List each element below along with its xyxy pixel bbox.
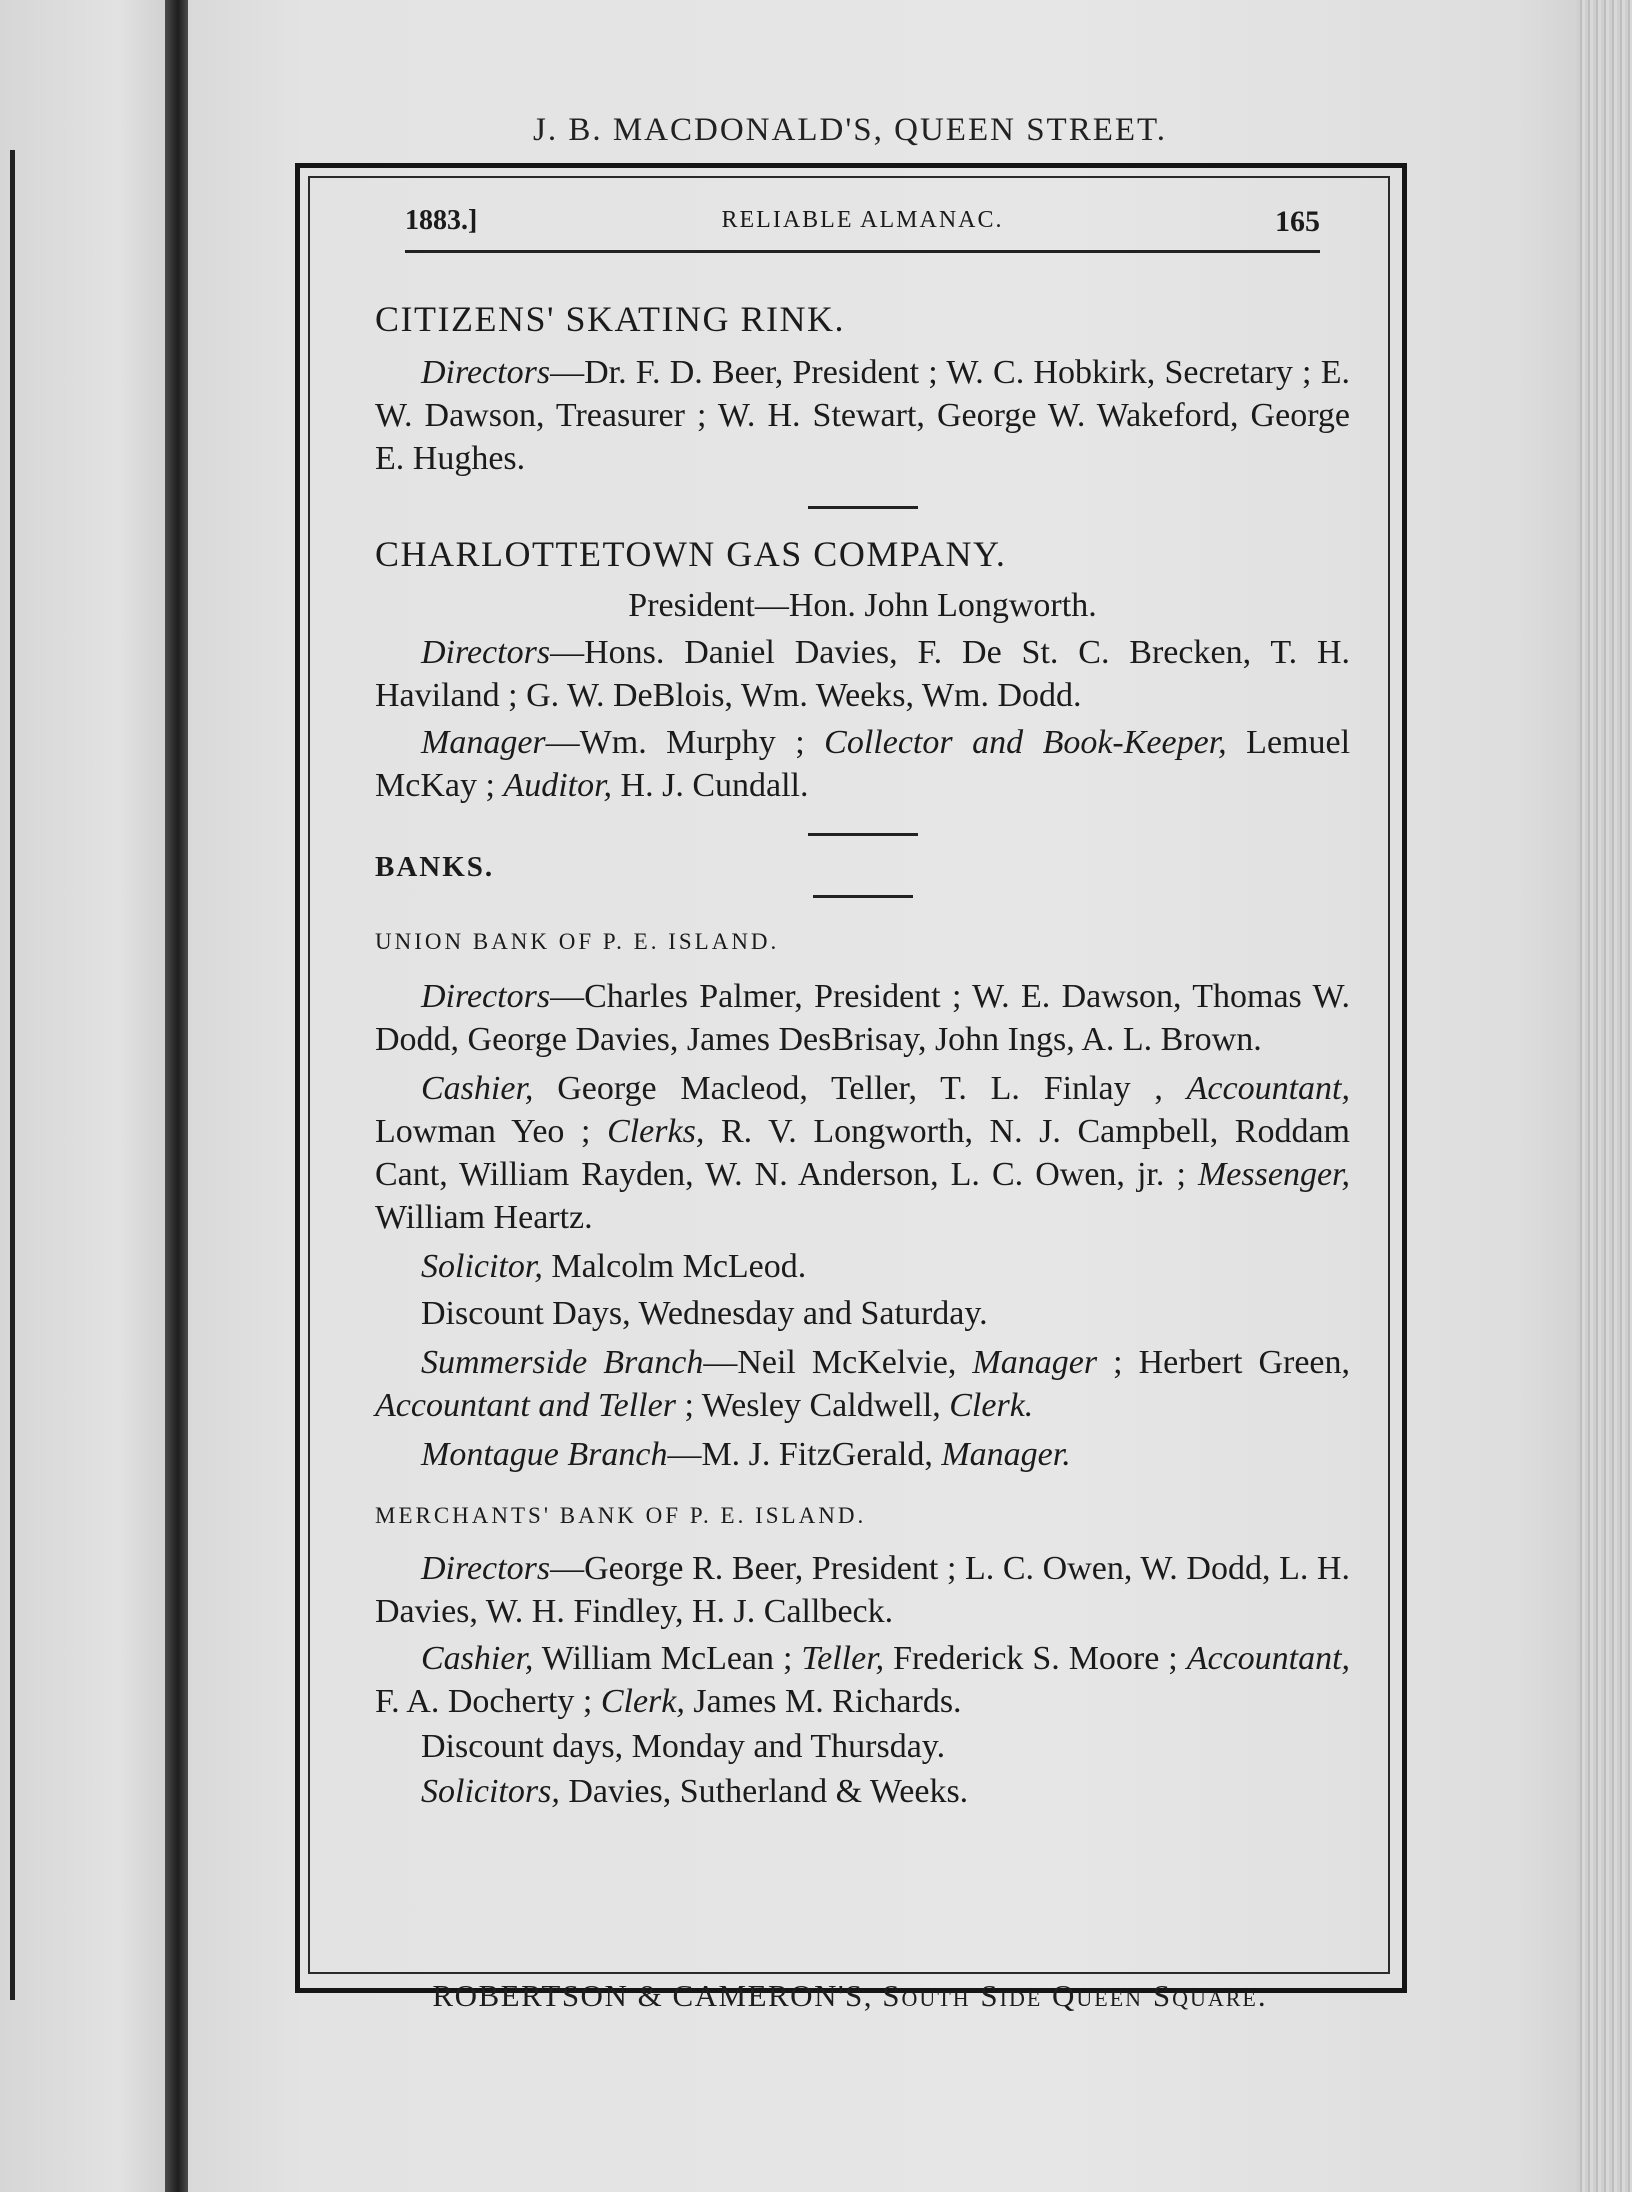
page-number: 165: [1275, 205, 1320, 238]
merchants-solicitors: [375, 1770, 1350, 1813]
text: Frederick S. Moore ;: [893, 1640, 1178, 1677]
text: —Hons. Daniel Davies, F. De St. C. Brecken, T. H. Haviland ; G. W. DeBlois, Wm. Weeks, Wm. Dodd.: [375, 634, 1350, 714]
header-year: 1883.]: [405, 205, 478, 236]
label: Directors: [421, 978, 551, 1015]
running-head: J. B. MACDONALD'S, QUEEN STREET.: [532, 112, 1167, 148]
page-edges: [1577, 0, 1632, 2192]
label: Solicitor,: [421, 1248, 543, 1285]
label: Accountant and Teller: [375, 1387, 676, 1424]
text: William Heartz.: [375, 1199, 593, 1236]
label: Collector and Book-Keeper,: [824, 724, 1227, 761]
gas-officers: [375, 721, 1350, 807]
label: Directors: [421, 1550, 551, 1587]
page-header: [405, 205, 1320, 245]
text: ; Herbert Green,: [1113, 1344, 1351, 1381]
label: Accountant,: [1186, 1070, 1350, 1107]
gas-president: President—Hon. John Longworth.: [628, 587, 1097, 624]
gas-directors: [375, 631, 1350, 717]
label: Montague Branch: [421, 1436, 668, 1473]
text: William McLean ;: [541, 1640, 793, 1677]
label: Directors: [421, 354, 551, 391]
section-heading-skating-rink: CITIZENS' SKATING RINK.: [375, 299, 845, 339]
union-directors: [375, 975, 1350, 1061]
label: Cashier,: [421, 1070, 534, 1107]
label: Manager.: [941, 1436, 1071, 1473]
divider: [808, 506, 918, 509]
label: Clerk.: [949, 1387, 1034, 1424]
skating-directors: [375, 351, 1350, 480]
subheading-merchants-bank: MERCHANTS' BANK OF P. E. ISLAND.: [375, 1503, 867, 1528]
label: Solicitors,: [421, 1773, 560, 1810]
union-solicitor: [375, 1245, 1350, 1288]
label: Teller,: [801, 1640, 885, 1677]
merchants-directors: [375, 1547, 1350, 1633]
label: Manager: [972, 1344, 1098, 1381]
text: —Wm. Murphy ;: [545, 724, 805, 761]
text: —Dr. F. D. Beer, President ; W. C. Hobkirk, Secretary ; E. W. Dawson, Treasurer ; W. H. Stewart, George W. Wakeford, George E. Hughes.: [375, 354, 1350, 477]
union-montague-branch: [375, 1433, 1350, 1476]
text: —George R. Beer, President ; L. C. Owen, W. Dodd, L. H. Davies, W. H. Findley, H. J. Callbeck.: [375, 1550, 1350, 1630]
label: Messenger,: [1197, 1156, 1351, 1193]
running-foot: [300, 1978, 1400, 2014]
text: Lowman Yeo ;: [375, 1113, 591, 1150]
text: Davies, Sutherland & Weeks.: [568, 1773, 969, 1810]
text: ; Wesley Caldwell,: [684, 1387, 941, 1424]
label: Summerside Branch: [421, 1344, 704, 1381]
foot-small-caps: South Side Queen Square.: [882, 1978, 1268, 2013]
divider: [808, 833, 918, 836]
header-rule: [405, 250, 1320, 253]
text: —Neil McKelvie,: [703, 1344, 957, 1381]
label: Clerk,: [600, 1683, 685, 1720]
label: Cashier,: [421, 1640, 534, 1677]
text: Lemuel McKay ;: [375, 724, 1351, 804]
divider: [813, 895, 913, 898]
text: F. A. Docherty ;: [375, 1683, 593, 1720]
subheading-union-bank: UNION BANK OF P. E. ISLAND.: [375, 929, 780, 954]
header-title: RELIABLE ALMANAC.: [721, 207, 1004, 233]
union-discount-days: Discount Days, Wednesday and Saturday.: [421, 1295, 988, 1332]
label: Auditor,: [503, 767, 613, 804]
foot-main: ROBERTSON & CAMERON'S,: [432, 1978, 874, 2013]
text: —Charles Palmer, President ; W. E. Dawson, Thomas W. Dodd, George Davies, James DesBrisay, John Ings, A. L. Brown.: [375, 978, 1350, 1058]
facing-page-border: [10, 150, 15, 2000]
text: George Macleod, Teller, T. L. Finlay ,: [557, 1070, 1163, 1107]
text: H. J. Cundall.: [620, 767, 809, 804]
union-summerside-branch: [375, 1341, 1350, 1427]
merchants-discount-days: Discount days, Monday and Thursday.: [421, 1728, 946, 1765]
section-heading-gas-company: CHARLOTTETOWN GAS COMPANY.: [375, 534, 1007, 574]
label: Accountant,: [1186, 1640, 1351, 1677]
text: Malcolm McLeod.: [551, 1248, 807, 1285]
text: —M. J. FitzGerald,: [667, 1436, 933, 1473]
text: R. V. Longworth, N. J. Campbell, Roddam Cant, William Rayden, W. N. Anderson, L. C. Owen, jr. ;: [375, 1113, 1350, 1193]
text: James M. Richards.: [693, 1683, 962, 1720]
label: Directors: [421, 634, 551, 671]
facing-page: [0, 0, 170, 2192]
merchants-staff: [375, 1637, 1350, 1723]
label: Clerks,: [607, 1113, 705, 1150]
label: Manager: [421, 724, 546, 761]
page-content: [375, 298, 1350, 1813]
union-staff: [375, 1067, 1350, 1239]
section-heading-banks: BANKS.: [375, 851, 495, 883]
